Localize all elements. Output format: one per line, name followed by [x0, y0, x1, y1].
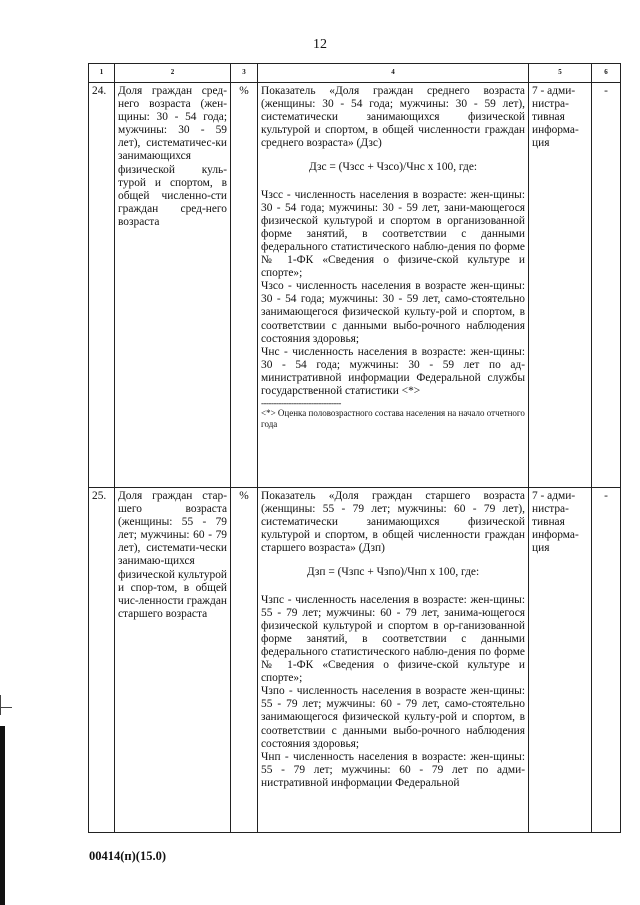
unit-cell: % [231, 83, 258, 488]
definition: Чзпс - численность населения в возрасте: жен-щины: 55 - 79 лет; мужчины: 60 - 79 лет, занима-ющегося физической культурой и спортом в ор-ганизованной форме занятий, в соответствии с данными федерального статистического наблю-дения по форме № 1-ФК «Сведения о физиче-ской культуре и спорте»; [261, 593, 525, 685]
footnote: <*> Оценка половозрастного состава населения на начало отчетного года [261, 408, 525, 430]
unit-cell: % [231, 488, 258, 833]
definition: Чзсо - численность населения в возрасте жен-щины: 30 - 54 года; мужчины: 30 - 59 лет, само-стоятельно занимающегося физической культу-рой и спортом, в соответствии с данными выбо-рочного наблюдения состояния здоровья; [261, 280, 525, 345]
formula: Дзс = (Чзсс + Чзсо)/Чнс х 100, где: [308, 161, 478, 174]
header-cell: 1 [89, 64, 115, 83]
header-cell: 6 [592, 64, 621, 83]
indicator-name: Доля граждан стар-шего возраста (женщины: 55 - 79 лет; мужчины: 60 - 79 лет), системати-чески занимаю-щихся физической культурой и спор-том, в общей чис-ленности граждан старшего возраста [115, 488, 231, 833]
method-cell [258, 83, 529, 488]
note-cell: - [592, 83, 621, 488]
definition: Чзсс - численность населения в возрасте: жен-щины: 30 - 54 года; мужчины: 30 - 59 лет, зани-мающегося физической культурой и спортом в организованной форме занятий, в соответствии с данными федерального статистического наблю-дения по форме № 1-ФК «Сведения о физиче-ской культуре и спорте»; [261, 188, 525, 280]
table-header-row [89, 64, 621, 83]
indicator-name: Доля граждан сред-него возраста (жен-щины: 30 - 54 года; мужчины: 30 - 59 лет), систематичес-ки занимающихся физической куль-турой и спортом, в общей численно-сти граждан сред-него возраста [115, 83, 231, 488]
scan-margin-mark [0, 707, 12, 708]
source-cell: 7 - адми-нистра-тивная информа-ция [529, 83, 592, 488]
page-number: 12 [313, 37, 327, 52]
document-code: 00414(п)(15.0) [89, 849, 166, 863]
definition: Чзпо - численность населения в возрасте жен-щины: 55 - 79 лет; мужчины: 60 - 79 лет, само-стоятельно занимающегося физической культу-рой и спортом, в соответствии с данными выбо-рочного наблюдения состояния здоровья; [261, 685, 525, 750]
definition: Чнп - численность населения в возрасте: жен-щины: 55 - 79 лет; мужчины: 60 - 79 лет по адми-нистративной информации Федеральной [261, 750, 525, 789]
indicator-table [88, 63, 621, 833]
footnote-separator: -------------------------------- [261, 398, 341, 409]
row-number: 25. [89, 488, 115, 833]
note-cell: - [592, 488, 621, 833]
table-row [89, 488, 621, 833]
header-cell: 4 [258, 64, 529, 83]
source-cell: 7 - адми-нистра-тивная информа-ция [529, 488, 592, 833]
header-cell: 5 [529, 64, 592, 83]
scan-margin-bar [0, 726, 5, 905]
scan-margin-mark [0, 695, 1, 715]
header-cell: 3 [231, 64, 258, 83]
formula: Дзп = (Чзпс + Чзпо)/Чнп х 100, где: [306, 566, 480, 579]
method-intro: Показатель «Доля граждан среднего возраста (женщины: 30 - 54 года; мужчины: 30 - 59 лет), систематически занимающихся физической культурой и спортом, в общей численности граждан среднего возраста» (Дзс) [261, 85, 525, 150]
definition: Чнс - численность населения в возрасте: жен-щины: 30 - 54 года; мужчины: 30 - 59 лет по ад-министративной информации Федеральной службы государственной статистики <*> [261, 345, 525, 397]
method-intro: Показатель «Доля граждан старшего возраста (женщины: 55 - 79 лет; мужчины: 60 - 79 лет), систематически занимающихся физической культурой и спортом, в общей численности граждан старшего возраста» (Дзп) [261, 490, 525, 555]
row-number: 24. [89, 83, 115, 488]
table-row [89, 83, 621, 488]
method-cell [258, 488, 529, 833]
header-cell: 2 [115, 64, 231, 83]
